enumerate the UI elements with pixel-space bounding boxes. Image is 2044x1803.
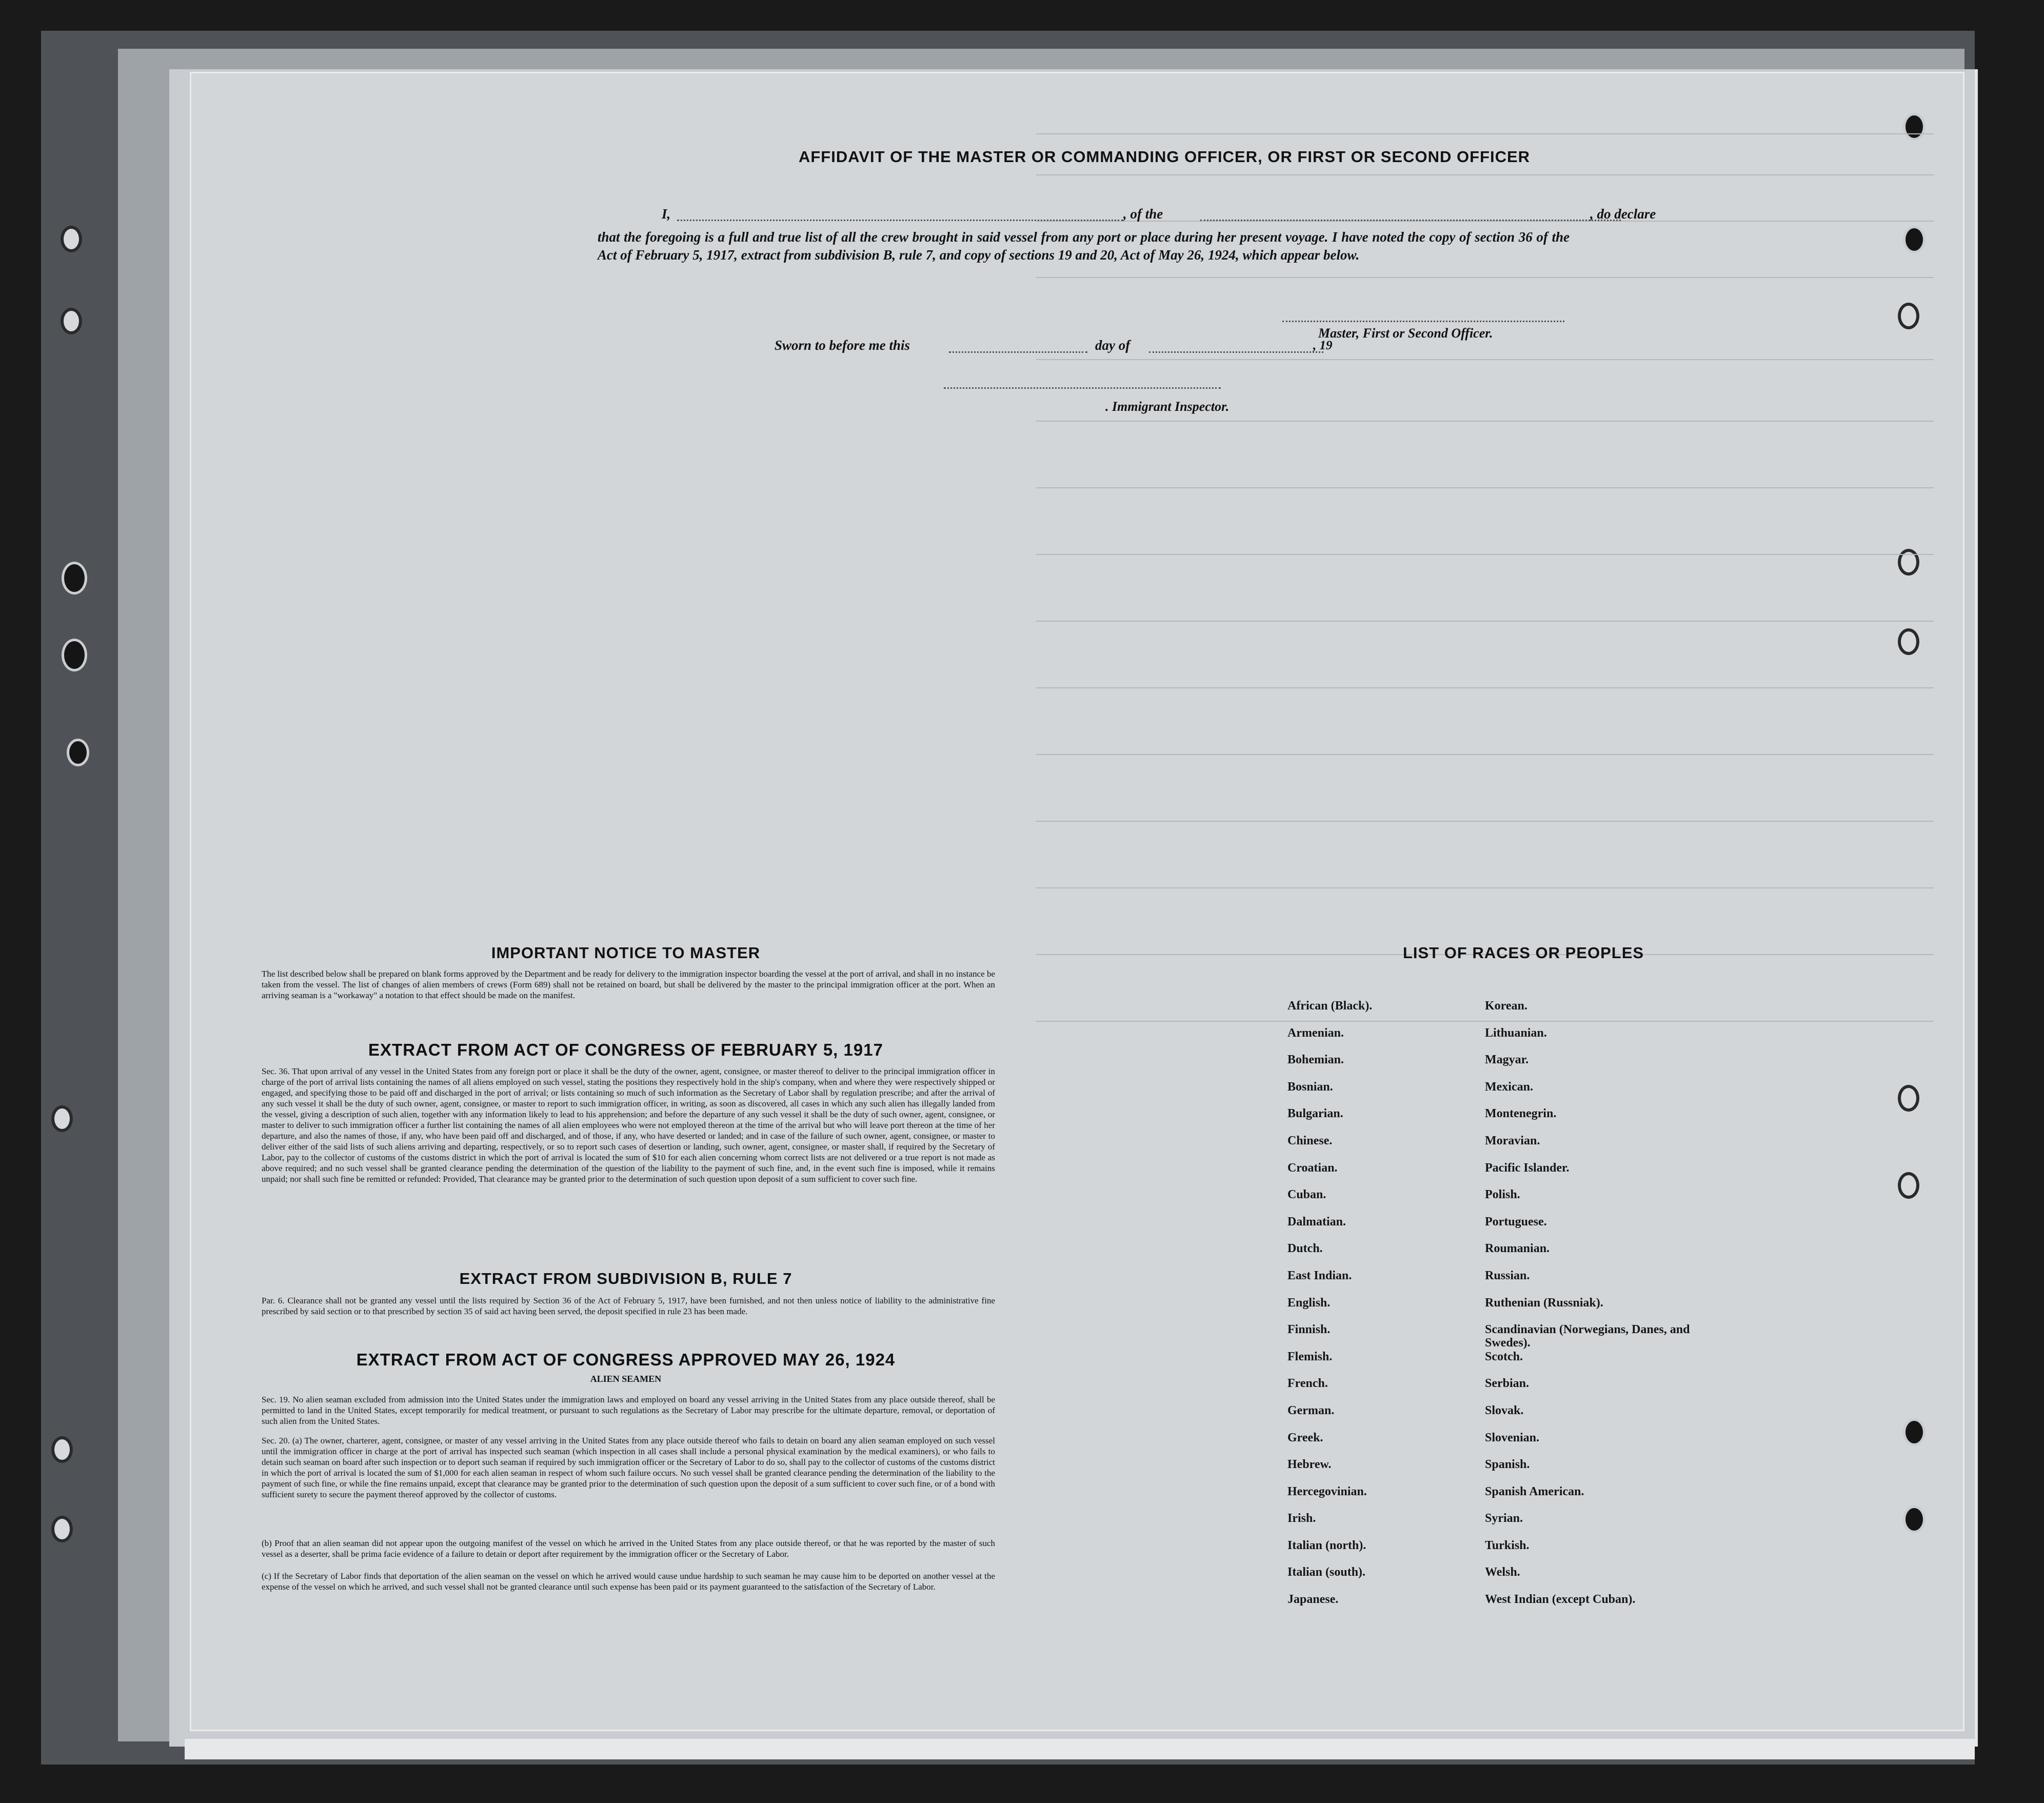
- race-item: Serbian.: [1485, 1377, 1530, 1391]
- bleed-through-line: [1036, 754, 1934, 755]
- race-item: Polish.: [1485, 1188, 1520, 1202]
- binder-ring-icon: [1898, 303, 1919, 329]
- punch-hole-icon: [1903, 226, 1926, 253]
- sworn-day-blank: [949, 351, 1087, 353]
- sheet-edge: [185, 1739, 1975, 1759]
- race-item: Hebrew.: [1287, 1458, 1332, 1472]
- race-item: Ruthenian (Russniak).: [1485, 1296, 1603, 1310]
- bleed-through-line: [1036, 359, 1934, 360]
- race-item: Dutch.: [1287, 1242, 1323, 1256]
- sworn-label: Sworn to before me this: [775, 338, 910, 353]
- race-item: English.: [1287, 1296, 1331, 1310]
- race-item: Finnish.: [1287, 1323, 1331, 1337]
- binder-ring-icon: [51, 1436, 73, 1463]
- sec-20c-text: (c) If the Secretary of Labor finds that deportation of the alien seaman on the vessel on which he arrived would cause undue hardship to such seaman he may cause him to be deported on another vessel at the expense of the vessel on which he arrived, and such vessel shall not be granted clearance until such expense has been paid or its payment guaranteed to the satisfaction of the Secretary of Labor.: [262, 1571, 995, 1592]
- bleed-through-line: [1036, 687, 1934, 688]
- race-item: Roumanian.: [1485, 1242, 1550, 1256]
- race-item: Scandinavian (Norwegians, Danes, and Swedes).: [1485, 1323, 1690, 1350]
- race-item: African (Black).: [1287, 999, 1373, 1013]
- race-item: Welsh.: [1485, 1566, 1520, 1579]
- extract-1917-title: EXTRACT FROM ACT OF CONGRESS OF FEBRUARY 5, 1917: [368, 1040, 883, 1059]
- race-item: Slovak.: [1485, 1403, 1524, 1417]
- notice-title: IMPORTANT NOTICE TO MASTER: [491, 944, 761, 962]
- binder-ring-icon: [1898, 1172, 1919, 1199]
- sec-20b-text: (b) Proof that an alien seaman did not appear upon the outgoing manifest of the vessel on which he arrived in the United States from any place outside thereof, or that he was reported by the master of such vessel as a deserter, shall be prima facie evidence of a failure to detain or deport after requirement by the immigration officer or the Secretary of Labor.: [262, 1538, 995, 1559]
- race-item: Japanese.: [1287, 1593, 1339, 1607]
- race-item: Dalmatian.: [1287, 1215, 1346, 1229]
- race-item: Flemish.: [1287, 1350, 1333, 1363]
- race-item: Chinese.: [1287, 1134, 1333, 1147]
- race-item: French.: [1287, 1377, 1328, 1391]
- binder-ring-icon: [51, 1516, 73, 1542]
- signature-line: [1282, 321, 1564, 322]
- bleed-through-line: [1036, 487, 1934, 488]
- inspector-line: [944, 387, 1221, 389]
- bleed-through-line: [1036, 133, 1934, 134]
- bleed-through-line: [1036, 174, 1934, 175]
- race-item: Cuban.: [1287, 1188, 1326, 1202]
- bleed-through-line: [1036, 554, 1934, 555]
- bleed-through-line: [1036, 277, 1934, 278]
- punch-hole-icon: [62, 562, 87, 595]
- bleed-through-line: [1036, 421, 1934, 422]
- race-item: Bosnian.: [1287, 1080, 1333, 1094]
- race-item: Moravian.: [1485, 1134, 1540, 1147]
- race-item: Scotch.: [1485, 1350, 1523, 1363]
- race-item: Italian (north).: [1287, 1538, 1366, 1552]
- race-item: Italian (south).: [1287, 1566, 1366, 1579]
- race-item: Hercegovinian.: [1287, 1484, 1367, 1498]
- race-item: Turkish.: [1485, 1538, 1530, 1552]
- punch-hole-icon: [1903, 113, 1926, 141]
- race-item: West Indian (except Cuban).: [1485, 1593, 1636, 1607]
- race-item: Syrian.: [1485, 1512, 1523, 1525]
- binder-ring-icon: [61, 308, 82, 334]
- race-item: Bohemian.: [1287, 1053, 1344, 1067]
- binder-ring-icon: [1898, 549, 1919, 576]
- affidavit-body: that the foregoing is a full and true list of all the crew brought in said vessel from any port or place during her present voyage. I have noted the copy of section 36 of the Act of February 5, 1917, extract from subdivision B, rule 7, and copy of sections 19 and 20, Act of May 26, 1924, which appear below.: [598, 229, 1570, 263]
- binder-ring-icon: [1898, 1085, 1919, 1112]
- race-item: East Indian.: [1287, 1269, 1352, 1282]
- race-item: Montenegrin.: [1485, 1107, 1557, 1121]
- sec-20a-text: Sec. 20. (a) The owner, charterer, agent, consignee, or master of any vessel arriving in the United States from any place outside thereof who fails to detain on board any alien seaman employed on such vessel until the immigration officer in charge at the port of arrival has inspected such seaman (which inspection in all cases shall include a personal physical examination by the medical examiners), or who fails to detain such seaman on board after such inspection or to deport such seaman if required by such immigration officer or the Secretary of Labor to do so, shall pay to the collector of customs of the customs district in which the port of arrival is located the sum of $1,000 for each alien seaman in respect of whom such failure occurs. No such vessel shall be granted clearance pending the determination of the liability to the payment of such fine, or while the fine remains unpaid, except that clearance may be granted prior to the determination of such question upon the deposit of a sum sufficient to cover such fine, or of a bond with sufficient surety to secure the payment thereof approved by the collector of customs.: [262, 1436, 995, 1499]
- extract-1924-title: EXTRACT FROM ACT OF CONGRESS APPROVED MAY 26, 1924: [356, 1350, 896, 1369]
- races-title: LIST OF RACES OR PEOPLES: [1402, 944, 1644, 962]
- punch-hole-icon: [62, 639, 87, 671]
- extract-1917-text: Sec. 36. That upon arrival of any vessel in the United States from any foreign port or place it shall be the duty of the owner, agent, consignee, or master thereof to deliver to the principal immigration officer in charge of the port of arrival lists containing the names of all aliens employed on such vessel, stating the positions they respectively hold in the ship's company, when and where they were respectively shipped or engaged, and specifying those to be paid off and discharged in the port of arrival; or lists containing so much of such information as the Secretary of Labor shall by regulation prescribe; and after the arrival of any such vessel it shall be the duty of such owner, agent, consignee, or master to report to such immigration officer, in writing, as soon as discovered, all cases in which any such alien has illegally landed from the vessel, giving a description of such alien, together with any information likely to lead to his apprehension; and before the departure of any such vessel it shall be the duty of such owner, agent, consignee, or master to deliver to such immigration officer a further list containing the names of all alien employees who were not employed thereon at the time of the arrival but who will leave port thereon at the time of her departure, and also the names of those, if any, who have been paid off and discharged, and of those, if any, who have deserted or landed; and in case of the failure of such owner, agent, consignee, or master to deliver either of the said lists of such aliens arriving and departing, respectively, or so to report such cases of desertion or landing, such owner, agent, consignee, or master shall, if required by the Secretary of Labor, pay to the collector of customs of the customs district in which the port of arrival is located the sum of $10 for each alien concerning whom correct lists are not delivered or a true report is not made as above required; and no such vessel shall be granted clearance pending the determination of the question of the liability to the payment of such fine, and, in the event such fine is imposed, while it remains unpaid; nor shall such fine be remitted or refunded: Provided, That clearance may be granted prior to the determination of such question upon deposit of a sum sufficient to cover such fine.: [262, 1066, 995, 1184]
- inspector-label: . Immigrant Inspector.: [1105, 399, 1229, 414]
- race-item: Spanish.: [1485, 1458, 1530, 1472]
- race-item: Irish.: [1287, 1512, 1316, 1525]
- race-item: Slovenian.: [1485, 1431, 1540, 1444]
- race-item: German.: [1287, 1403, 1335, 1417]
- race-item: Armenian.: [1287, 1026, 1344, 1040]
- affidavit-i: I,: [662, 206, 671, 222]
- race-item: Korean.: [1485, 999, 1527, 1013]
- extract-1924-subtitle: ALIEN SEAMEN: [590, 1374, 662, 1384]
- punch-hole-icon: [67, 739, 89, 766]
- binder-ring-icon: [61, 226, 82, 252]
- vessel-blank: [1200, 220, 1621, 221]
- affidavit-declare: , do declare: [1590, 206, 1656, 222]
- races-column-1: [1287, 999, 1503, 1620]
- punch-hole-icon: [1903, 1505, 1926, 1533]
- race-item: Mexican.: [1485, 1080, 1533, 1094]
- month-blank: [1149, 351, 1323, 353]
- race-item: Spanish American.: [1485, 1484, 1584, 1498]
- race-item: Portuguese.: [1485, 1215, 1547, 1229]
- affidavit-of-the: , of the: [1123, 206, 1163, 222]
- binder-ring-icon: [51, 1105, 73, 1132]
- year-label: , 19: [1313, 339, 1333, 352]
- name-blank: [677, 220, 1123, 221]
- bleed-through-line: [1036, 887, 1934, 888]
- notice-text: The list described below shall be prepared on blank forms approved by the Department and be ready for delivery to the immigration inspector boarding the vessel at the port of arrival, and shall in no instance be taken from the vessel. The list of changes of alien members of crews (Form 689) shall not be retained on board, but shall be delivered by the master to the principal immigration officer at the port. When an arriving seaman is a "workaway" a notation to that effect should be made on the manifest.: [262, 969, 995, 1000]
- day-of-label: day of: [1095, 338, 1130, 353]
- race-item: Greek.: [1287, 1431, 1323, 1444]
- race-item: Russian.: [1485, 1269, 1530, 1282]
- affidavit-title: AFFIDAVIT OF THE MASTER OR COMMANDING OFFICER, OR FIRST OR SECOND OFFICER: [798, 148, 1531, 166]
- bleed-through-line: [1036, 621, 1934, 622]
- race-item: Lithuanian.: [1485, 1026, 1547, 1040]
- bleed-through-line: [1036, 821, 1934, 822]
- race-item: Bulgarian.: [1287, 1107, 1343, 1121]
- race-item: Pacific Islander.: [1485, 1161, 1570, 1175]
- document-page: [190, 72, 1964, 1731]
- binder-ring-icon: [1898, 628, 1919, 655]
- races-column-2: [1485, 999, 1711, 1620]
- punch-hole-icon: [1903, 1418, 1926, 1446]
- signature-label: Master, First or Second Officer.: [1318, 326, 1493, 341]
- race-item: Magyar.: [1485, 1053, 1529, 1067]
- race-item: Croatian.: [1287, 1161, 1338, 1175]
- sec-19-text: Sec. 19. No alien seaman excluded from admission into the United States under the immigration laws and employed on board any vessel arriving in the United States from any place outside thereof, shall be permitted to land in the United States, except temporarily for medical treatment, or pursuant to such regulations as the Secretary of Labor may prescribe for the ultimate departure, removal, or deportation of such alien from the United States.: [262, 1395, 995, 1426]
- extract-rule7-title: EXTRACT FROM SUBDIVISION B, RULE 7: [459, 1270, 792, 1287]
- extract-rule7-text: Par. 6. Clearance shall not be granted any vessel until the lists required by Section 36 of the Act of February 5, 1917, have been furnished, and not then unless notice of liability to the administrative fine prescribed by said section or to that prescribed by section 35 of said act having been served, the deposit specified in rule 23 has been made.: [262, 1296, 995, 1316]
